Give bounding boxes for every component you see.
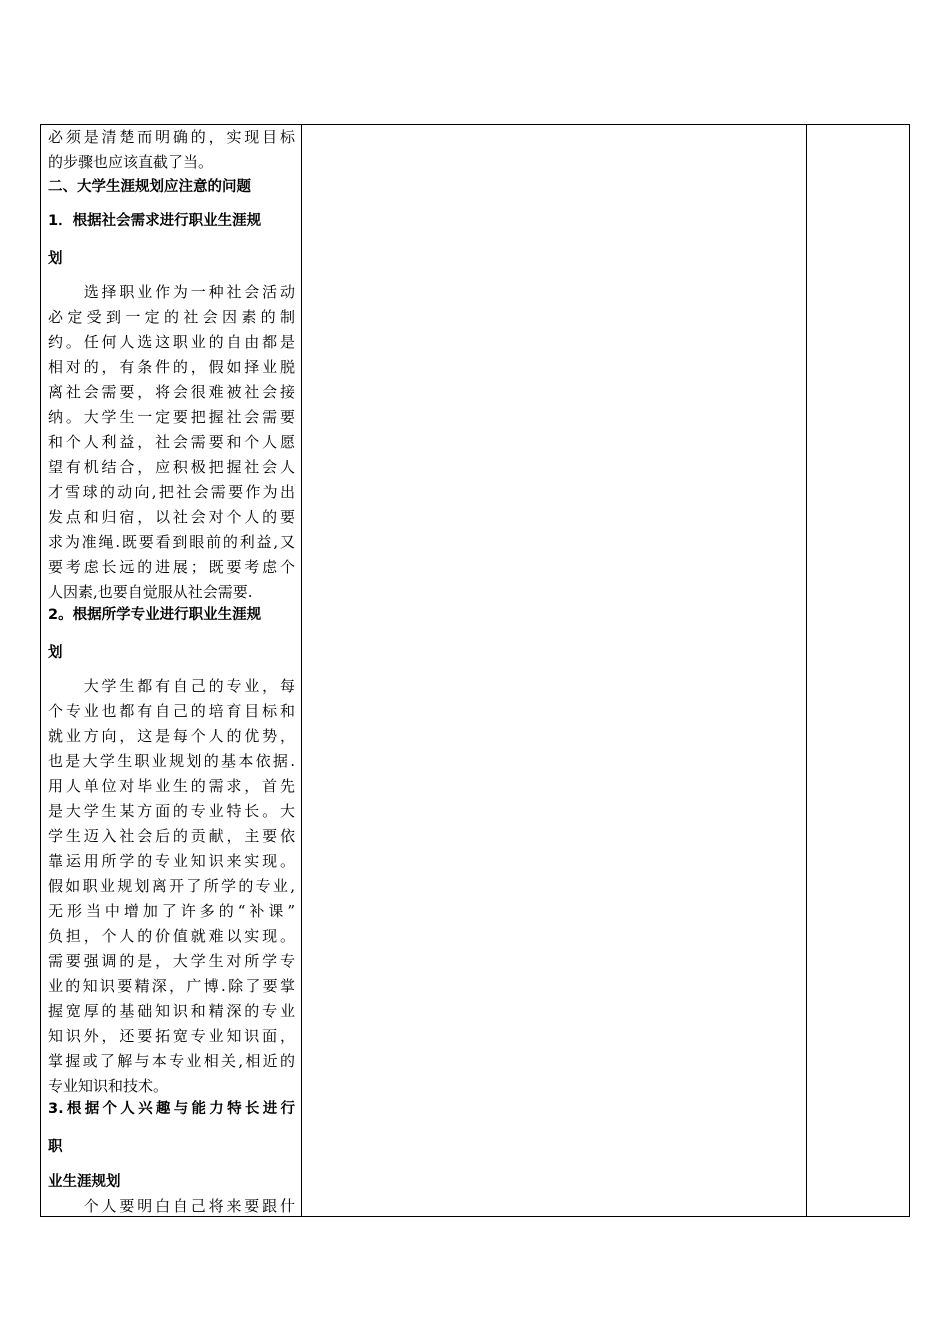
column-divider xyxy=(806,125,807,1216)
section-heading-line: 二、大学生涯规划应注意的问题 xyxy=(48,179,251,195)
body-text-line: 握宽厚的基础知识和精深的专业 xyxy=(48,1002,295,1020)
body-text-line: 要考虑长远的进展；既要考虑个 xyxy=(48,558,295,576)
body-text-line: 的步骤也应该直截了当。 xyxy=(48,153,214,171)
body-text-line: 必定受到一定的社会因素的制 xyxy=(48,308,295,326)
section-heading-line: 划 xyxy=(48,251,63,267)
body-text-line: 纳。大学生一定要把握社会需要 xyxy=(48,408,295,426)
body-text-line: 也是大学生职业规划的基本依据. xyxy=(48,752,295,770)
body-text-line: 无形当中增加了许多的“补课” xyxy=(48,902,295,920)
body-text-line: 知识外，还要拓宽专业知识面， xyxy=(48,1027,295,1045)
body-text-line: 大学生都有自己的专业，每 xyxy=(48,677,295,695)
section-heading-line: 职 xyxy=(48,1139,63,1155)
column-divider xyxy=(301,125,302,1216)
body-text-line: 选择职业作为一种社会活动 xyxy=(48,283,295,301)
body-text-line: 掌握或了解与本专业相关,相近的 xyxy=(48,1052,295,1070)
body-text-line: 相对的，有条件的，假如择业脱 xyxy=(48,358,295,376)
section-heading-line: 1．根据社会需求进行职业生涯规 xyxy=(48,213,262,229)
body-text-line: 发点和归宿，以社会对个人的要 xyxy=(48,508,295,526)
body-text-line: 离社会需要，将会很难被社会接 xyxy=(48,383,295,401)
section-heading-line: 业生涯规划 xyxy=(48,1174,121,1190)
body-text-line: 专业知识和技术。 xyxy=(48,1077,169,1095)
body-text-line: 需要强调的是，大学生对所学专 xyxy=(48,952,295,970)
body-text-line: 用人单位对毕业生的需求，首先 xyxy=(48,777,295,795)
body-text-line: 是大学生某方面的专业特长。大 xyxy=(48,802,295,820)
body-text-line: 学生迈入社会后的贡献，主要依 xyxy=(48,827,295,845)
body-text-line: 约。任何人选这职业的自由都是 xyxy=(48,333,295,351)
body-text-line: 人因素,也要自觉服从社会需要. xyxy=(48,583,253,601)
body-text-line: 望有机结合，应积极把握社会人 xyxy=(48,458,295,476)
body-text-line: 个专业也都有自己的培育目标和 xyxy=(48,702,295,720)
body-text-line: 才雪球的动向,把社会需要作为出 xyxy=(48,483,295,501)
body-text-line: 业的知识要精深，广博.除了要掌 xyxy=(48,977,295,995)
body-text-line: 个人要明白自己将来要跟什 xyxy=(48,1197,295,1215)
body-text-line: 假如职业规划离开了所学的专业, xyxy=(48,877,295,895)
body-text-line: 就业方向，这是每个人的优势， xyxy=(48,727,295,745)
body-text-line: 负担，个人的价值就难以实现。 xyxy=(48,927,295,945)
body-text-line: 必须是清楚而明确的，实现目标 xyxy=(48,128,295,146)
body-text-line: 和个人利益，社会需要和个人愿 xyxy=(48,433,295,451)
section-heading-line: 2。根据所学专业进行职业生涯规 xyxy=(48,607,262,623)
body-text-line: 靠运用所学的专业知识来实现。 xyxy=(48,852,295,870)
section-heading-line: 划 xyxy=(48,645,63,661)
body-text-line: 求为准绳.既要看到眼前的利益,又 xyxy=(48,533,295,551)
section-heading-line: 3.根据个人兴趣与能力特长进行 xyxy=(48,1101,295,1117)
document-table xyxy=(40,124,910,1217)
